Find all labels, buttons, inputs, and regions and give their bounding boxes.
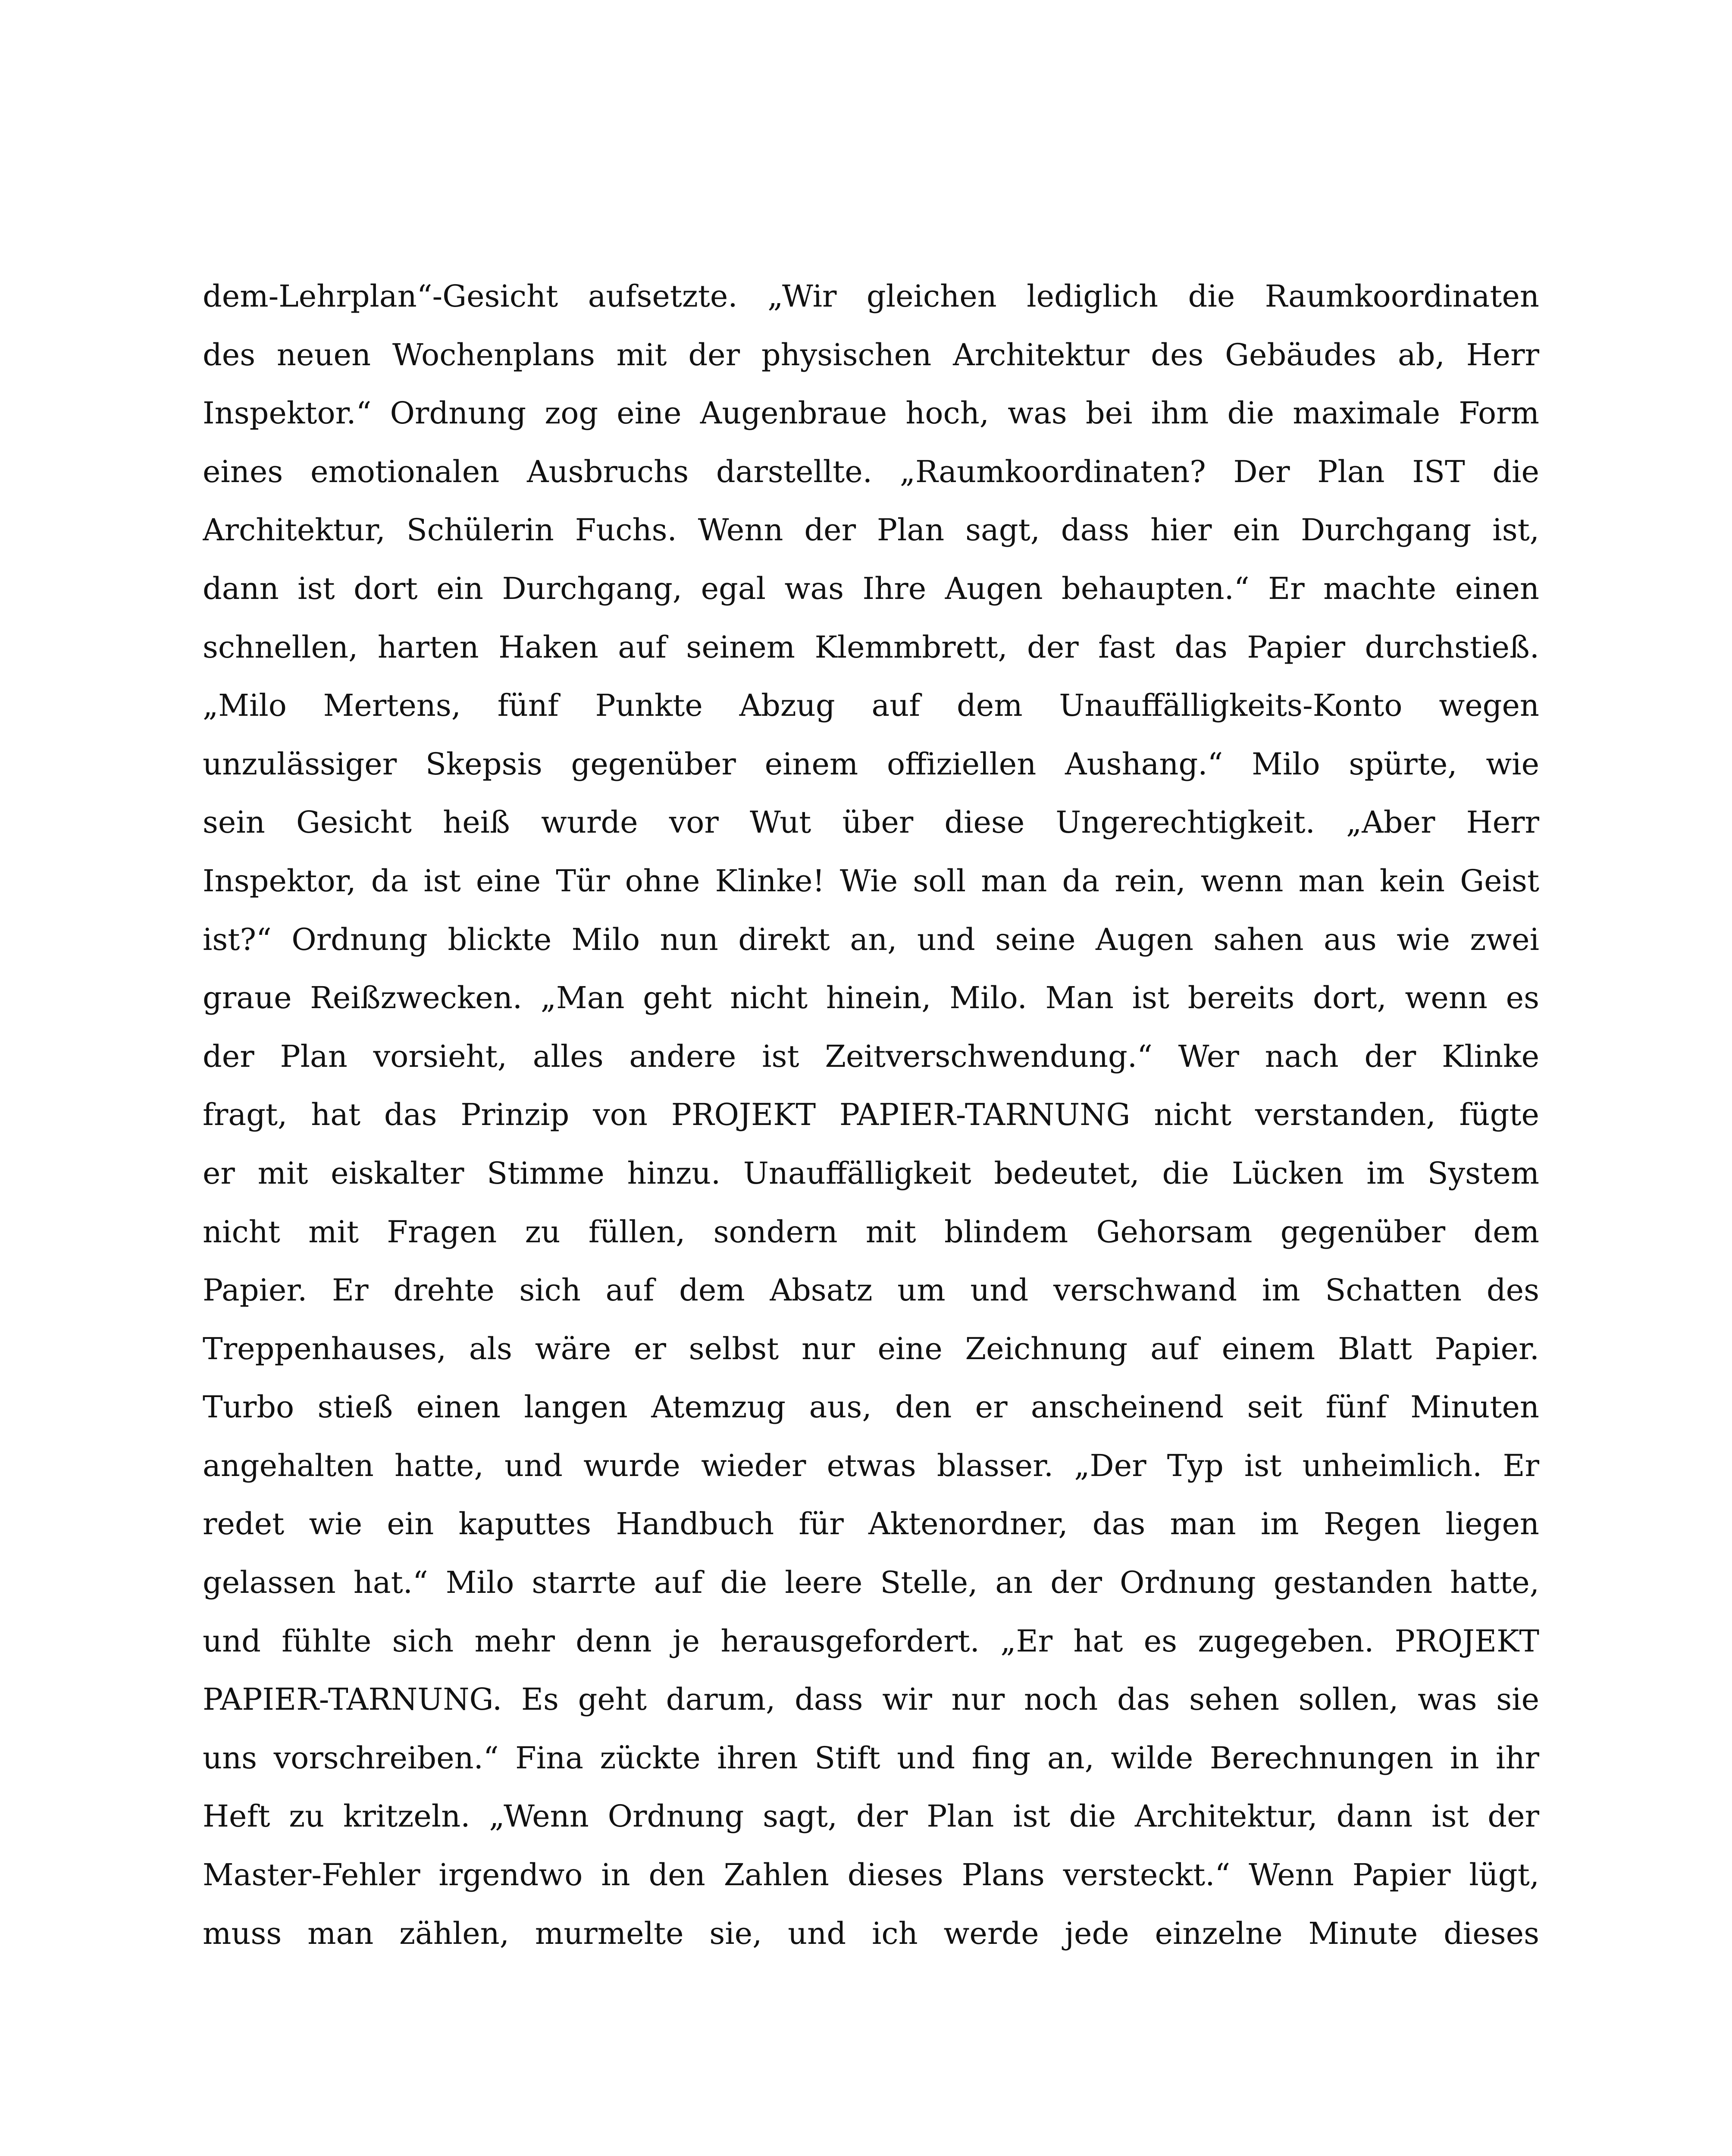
text-line: Inspektor, da ist eine Tür ohne Klinke! Wie soll man da rein, wenn man kein Geist <box>203 863 1539 899</box>
text-line: Inspektor.“ Ordnung zog eine Augenbraue hoch, was bei ihm die maximale Form <box>203 395 1539 431</box>
text-line: eines emotionalen Ausbruchs darstellte. „Raumkoordinaten? Der Plan IST die <box>203 454 1539 489</box>
text-line: der Plan vorsieht, alles andere ist Zeitverschwendung.“ Wer nach der Klinke <box>203 1038 1539 1074</box>
text-line: ist?“ Ordnung blickte Milo nun direkt an, und seine Augen sahen aus wie zwei <box>203 921 1539 957</box>
text-line: fragt, hat das Prinzip von PROJEKT PAPIER-TARNUNG nicht verstanden, fügte <box>203 1097 1539 1133</box>
text-line: PAPIER-TARNUNG. Es geht darum, dass wir nur noch das sehen sollen, was sie <box>203 1682 1539 1717</box>
text-line: unzulässiger Skepsis gegenüber einem offiziellen Aushang.“ Milo spürte, wie <box>203 746 1539 782</box>
text-line: Architektur, Schülerin Fuchs. Wenn der Plan sagt, dass hier ein Durchgang ist, <box>203 512 1539 548</box>
text-line: angehalten hatte, und wurde wieder etwas blasser. „Der Typ ist unheimlich. Er <box>203 1448 1539 1483</box>
text-line: dann ist dort ein Durchgang, egal was Ihre Augen behaupten.“ Er machte einen <box>203 570 1539 606</box>
text-line: Master-Fehler irgendwo in den Zahlen dieses Plans versteckt.“ Wenn Papier lügt, <box>203 1857 1539 1893</box>
text-line: und fühlte sich mehr denn je herausgefordert. „Er hat es zugegeben. PROJEKT <box>203 1623 1539 1659</box>
text-line: sein Gesicht heiß wurde vor Wut über diese Ungerechtigkeit. „Aber Herr <box>203 805 1539 840</box>
text-line: graue Reißzwecken. „Man geht nicht hinein, Milo. Man ist bereits dort, wenn es <box>203 980 1539 1016</box>
text-line: redet wie ein kaputtes Handbuch für Aktenordner, das man im Regen liegen <box>203 1506 1539 1542</box>
body-text <box>203 267 1539 1963</box>
text-line: schnellen, harten Haken auf seinem Klemmbrett, der fast das Papier durchstieß. <box>203 629 1539 665</box>
text-line: Treppenhauses, als wäre er selbst nur eine Zeichnung auf einem Blatt Papier. <box>203 1331 1539 1366</box>
text-line: dem-Lehrplan“-Gesicht aufsetzte. „Wir gleichen lediglich die Raumkoordinaten <box>203 279 1539 314</box>
text-line: nicht mit Fragen zu füllen, sondern mit blindem Gehorsam gegenüber dem <box>203 1214 1539 1250</box>
text-line: uns vorschreiben.“ Fina zückte ihren Stift und fing an, wilde Berechnungen in ihr <box>203 1740 1539 1776</box>
text-line: er mit eiskalter Stimme hinzu. Unauffälligkeit bedeutet, die Lücken im System <box>203 1155 1539 1191</box>
text-line: Turbo stieß einen langen Atemzug aus, den er anscheinend seit fünf Minuten <box>203 1389 1539 1425</box>
text-line: des neuen Wochenplans mit der physischen Architektur des Gebäudes ab, Herr <box>203 337 1539 373</box>
text-line: Papier. Er drehte sich auf dem Absatz um und verschwand im Schatten des <box>203 1272 1539 1308</box>
text-line: gelassen hat.“ Milo starrte auf die leere Stelle, an der Ordnung gestanden hatte, <box>203 1565 1539 1601</box>
text-line: „Milo Mertens, fünf Punkte Abzug auf dem Unauffälligkeits-Konto wegen <box>203 688 1539 724</box>
text-line: Heft zu kritzeln. „Wenn Ordnung sagt, der Plan ist die Architektur, dann ist der <box>203 1799 1539 1834</box>
text-line: muss man zählen, murmelte sie, und ich werde jede einzelne Minute dieses <box>203 1915 1539 1951</box>
